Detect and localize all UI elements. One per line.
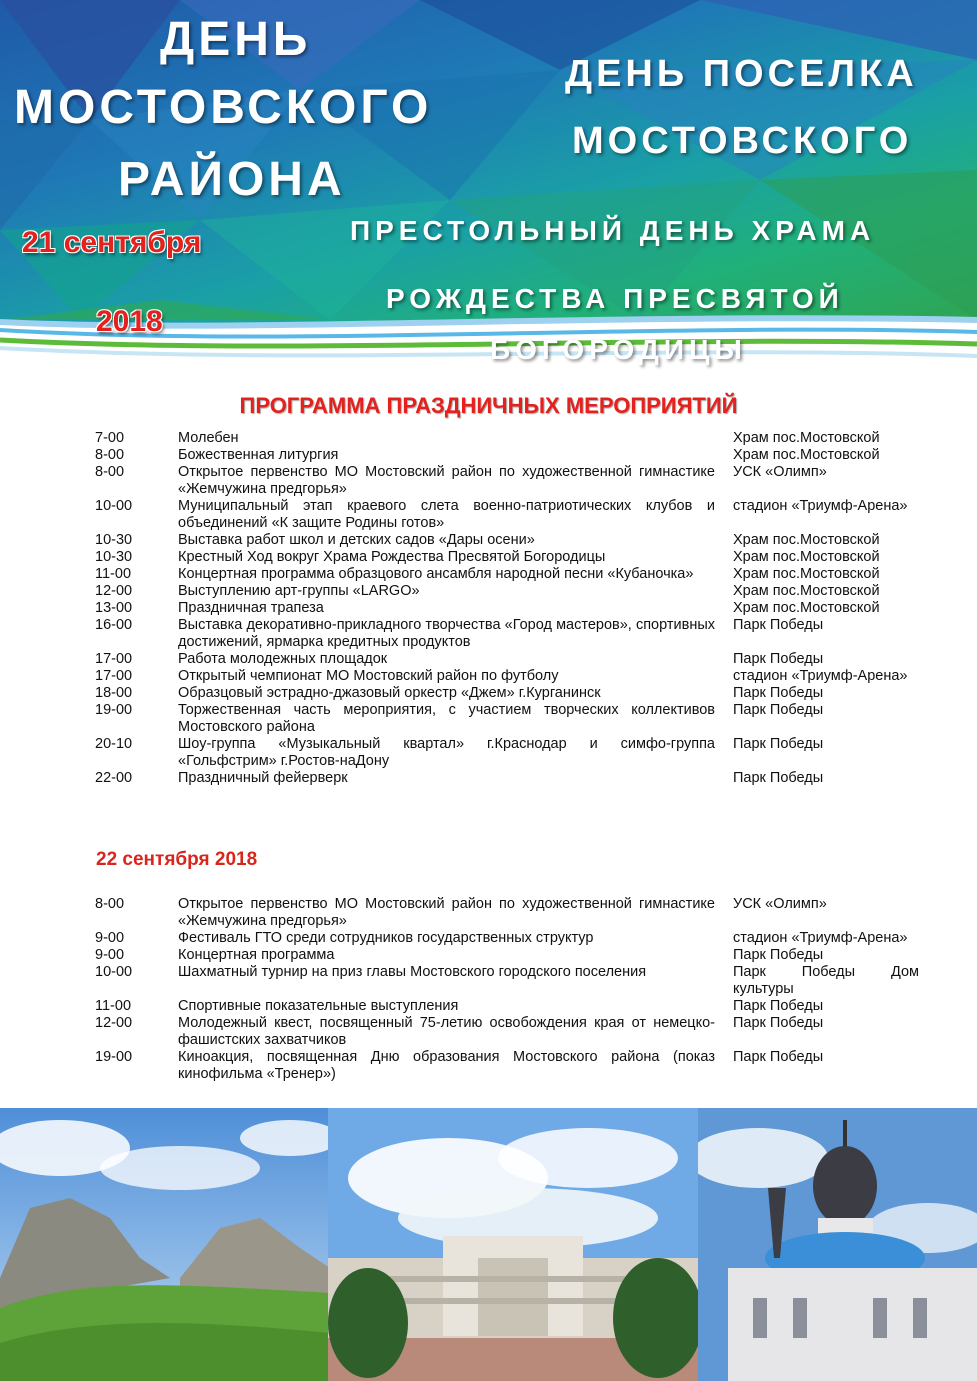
event-time: 8-00 (95, 896, 125, 912)
event-time: 10-30 (95, 532, 133, 548)
event-title: Праздничный фейерверк (178, 770, 348, 786)
schedule-row (95, 998, 925, 1015)
district-day-line2: МОСТОВСКОГО (14, 81, 433, 134)
schedule-row (95, 685, 925, 702)
event-time: 19-00 (95, 702, 133, 718)
event-time: 12-00 (95, 1015, 133, 1031)
event-place: Храм пос.Мостовской (733, 447, 880, 463)
event-time: 10-00 (95, 964, 133, 980)
schedule-row (95, 947, 925, 964)
schedule-row (95, 770, 925, 787)
program-title: ПРОГРАММА ПРАЗДНИЧНЫХ МЕРОПРИЯТИЙ (239, 393, 738, 418)
event-place: Парк Победы Дом культуры (733, 964, 919, 997)
event-place: УСК «Олимп» (733, 464, 827, 480)
church-photo (698, 1108, 977, 1381)
header-banner (0, 0, 977, 380)
event-title: Шахматный турнир на приз главы Мостовского городского поселения (178, 964, 647, 980)
district-day-line3: РАЙОНА (118, 153, 346, 206)
event-title: Выставка работ школ и детских садов «Дары осени» (178, 532, 535, 548)
event-title: Спортивные показательные выступления (178, 998, 459, 1014)
schedule-row (95, 896, 925, 930)
village-day-line1: ДЕНЬ ПОСЕЛКА (565, 53, 918, 95)
event-place: Храм пос.Мостовской (733, 600, 880, 616)
event-time: 7-00 (95, 430, 125, 446)
event-title: Выступлению арт-группы «LARGO» (178, 583, 420, 599)
event-title: Образцовый эстрадно-джазовый оркестр «Джем» г.Курганинск (178, 685, 601, 701)
event-place: стадион «Триумф-Арена» (733, 668, 908, 684)
temple-day-line2: РОЖДЕСТВА ПРЕСВЯТОЙ (386, 283, 844, 314)
event-title: Торжественная часть мероприятия, с участием творческих коллективов Мостовского района (178, 702, 715, 735)
event-title: Праздничная трапеза (178, 600, 324, 616)
temple-day-line1: ПРЕСТОЛЬНЫЙ ДЕНЬ ХРАМА (350, 215, 876, 246)
event-place: Парк Победы (733, 736, 824, 752)
event-title: Открытое первенство МО Мостовский район по художественной гимнастике «Жемчужина предгорья» (178, 896, 715, 929)
schedule-row (95, 532, 925, 549)
event-place: Храм пос.Мостовской (733, 549, 880, 565)
schedule-row (95, 651, 925, 668)
day2-title: 22 сентября 2018 (96, 849, 258, 870)
event-time: 13-00 (95, 600, 133, 616)
event-place: Парк Победы (733, 998, 824, 1014)
district-day-line1: ДЕНЬ (160, 13, 312, 66)
event-place: Парк Победы (733, 1049, 824, 1065)
event-time: 9-00 (95, 930, 125, 946)
event-place: УСК «Олимп» (733, 896, 827, 912)
schedule-day2 (95, 896, 925, 1083)
event-time: 18-00 (95, 685, 133, 701)
event-title: Открытый чемпионат МО Мостовский район по футболу (178, 668, 559, 684)
schedule-row (95, 930, 925, 947)
event-time: 19-00 (95, 1049, 133, 1065)
event-time: 17-00 (95, 668, 133, 684)
event-title: Божественная литургия (178, 447, 339, 463)
event-title: Молебен (178, 430, 239, 446)
event-time: 9-00 (95, 947, 125, 963)
event-title: Муниципальный этап краевого слета военно-патриотических клубов и объединений «К защите Родины готов» (178, 498, 715, 531)
event-time: 20-10 (95, 736, 133, 752)
schedule-row (95, 702, 925, 736)
event-time: 17-00 (95, 651, 133, 667)
schedule-row (95, 668, 925, 685)
event-title: Крестный Ход вокруг Храма Рождества Пресвятой Богородицы (178, 549, 606, 565)
event-time: 11-00 (95, 566, 132, 582)
schedule-row (95, 498, 925, 532)
event-title: Концертная программа (178, 947, 335, 963)
event-time: 12-00 (95, 583, 133, 599)
year-text: 2018 (96, 305, 163, 338)
event-place: Храм пос.Мостовской (733, 532, 880, 548)
event-time: 11-00 (95, 998, 132, 1014)
schedule-row (95, 464, 925, 498)
event-place: стадион «Триумф-Арена» (733, 498, 908, 514)
schedule-row (95, 447, 925, 464)
schedule-row (95, 736, 925, 770)
event-place: Парк Победы (733, 702, 824, 718)
event-time: 8-00 (95, 464, 125, 480)
event-time: 8-00 (95, 447, 125, 463)
schedule-row (95, 566, 925, 583)
event-title: Концертная программа образцового ансамбля народной песни «Кубаночка» (178, 566, 694, 582)
schedule-row (95, 583, 925, 600)
village-day-line2: МОСТОВСКОГО (572, 120, 913, 162)
event-time: 16-00 (95, 617, 133, 633)
event-title: Шоу-группа «Музыкальный квартал» г.Краснодар и симфо-группа «Гольфстрим» г.Ростов-наДону (178, 736, 715, 769)
administration-building-photo (328, 1108, 700, 1381)
schedule-day1 (95, 430, 925, 787)
event-place: Парк Победы (733, 770, 824, 786)
schedule-row (95, 1049, 925, 1083)
event-place: Парк Победы (733, 617, 824, 633)
event-place: Парк Победы (733, 651, 824, 667)
photo-strip (0, 1108, 977, 1381)
event-place: Храм пос.Мостовской (733, 583, 880, 599)
event-title: Киноакция, посвященная Дню образования Мостовского района (показ кинофильма «Тренер») (178, 1049, 715, 1082)
schedule-row (95, 964, 925, 998)
schedule-row (95, 430, 925, 447)
event-place: стадион «Триумф-Арена» (733, 930, 908, 946)
event-title: Работа молодежных площадок (178, 651, 388, 667)
event-place: Парк Победы (733, 947, 824, 963)
event-place: Парк Победы (733, 685, 824, 701)
event-title: Фестиваль ГТО среди сотрудников государственных структур (178, 930, 594, 946)
event-place: Храм пос.Мостовской (733, 566, 880, 582)
event-place: Храм пос.Мостовской (733, 430, 880, 446)
event-title: Молодежный квест, посвященный 75-летию освобождения края от немецко-фашистских захватчиков (178, 1015, 715, 1048)
event-title: Открытое первенство МО Мостовский район по художественной гимнастике «Жемчужина предгорья» (178, 464, 715, 497)
schedule-row (95, 1015, 925, 1049)
event-time: 10-30 (95, 549, 133, 565)
temple-day-line3: БОГОРОДИЦЫ (490, 334, 747, 365)
schedule-row (95, 600, 925, 617)
event-place: Парк Победы (733, 1015, 824, 1031)
mountains-photo (0, 1108, 330, 1381)
event-time: 22-00 (95, 770, 133, 786)
event-time: 10-00 (95, 498, 133, 514)
schedule-row (95, 549, 925, 566)
event-title: Выставка декоративно-прикладного творчества «Город мастеров», спортивных достижений, ярмарка кредитных продуктов (178, 617, 715, 650)
date-text: 21 сентября (22, 226, 202, 259)
schedule-row (95, 617, 925, 651)
